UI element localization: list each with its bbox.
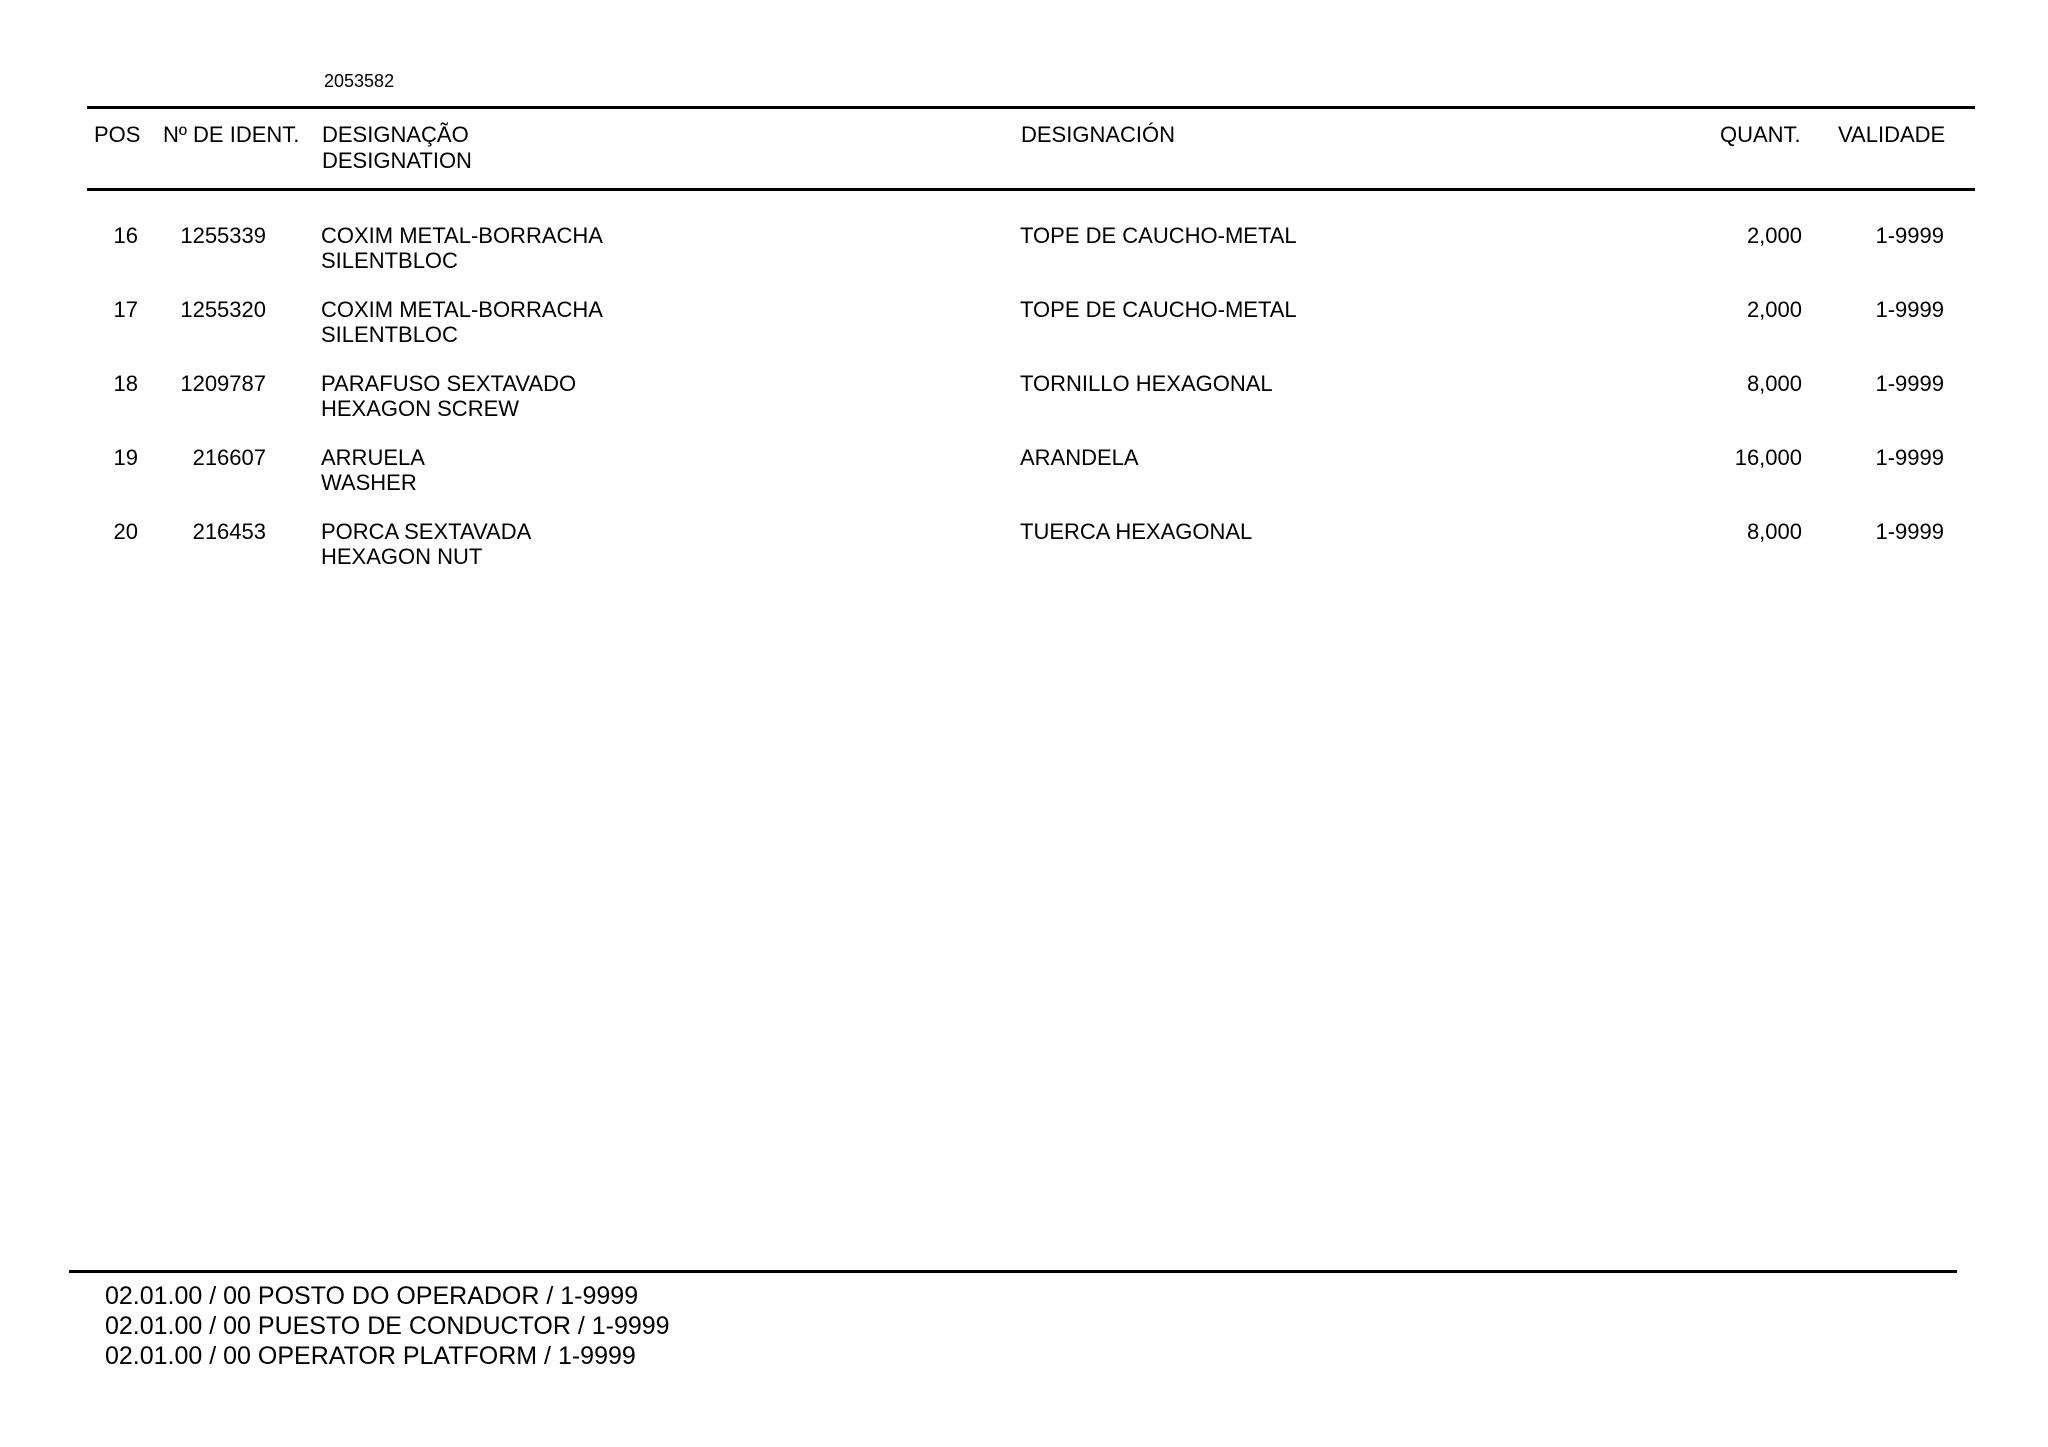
row-quantity: 8,000 <box>1746 371 1802 396</box>
table-row <box>0 371 2048 431</box>
row-quantity: 8,000 <box>1746 519 1802 544</box>
row-designation-en: SILENTBLOC <box>321 248 458 273</box>
row-designation-en: WASHER <box>321 470 417 495</box>
row-designation-es: TORNILLO HEXAGONAL <box>1020 371 1273 396</box>
column-header-pos: POS <box>94 122 141 147</box>
row-designation <box>321 223 603 273</box>
footer-line-es: 02.01.00 / 00 PUESTO DE CONDUCTOR / 1-9999 <box>105 1312 670 1340</box>
row-ident: 1209787 <box>180 371 266 396</box>
row-designation-es: TOPE DE CAUCHO-METAL <box>1020 223 1297 248</box>
row-designation-pt: ARRUELA <box>321 445 425 470</box>
row-quantity: 2,000 <box>1746 223 1802 248</box>
row-pos: 16 <box>113 223 138 248</box>
row-ident: 1255320 <box>180 297 266 322</box>
column-header-designation-en: DESIGNATION <box>322 148 472 173</box>
column-header-ident: Nº DE IDENT. <box>163 122 300 147</box>
footer-rule <box>69 1270 1957 1273</box>
row-designation-pt: COXIM METAL-BORRACHA <box>321 223 603 248</box>
row-ident: 216453 <box>192 519 266 544</box>
row-designation <box>321 297 603 347</box>
table-row <box>0 223 2048 283</box>
document-number: 2053582 <box>324 71 395 91</box>
column-header-designacao: DESIGNAÇÃO <box>322 122 469 147</box>
row-designation-es: TUERCA HEXAGONAL <box>1020 519 1253 544</box>
row-quantity: 16,000 <box>1734 445 1802 470</box>
row-quantity: 2,000 <box>1746 297 1802 322</box>
row-designation-en: HEXAGON NUT <box>321 544 483 569</box>
table-row <box>0 445 2048 505</box>
row-pos: 17 <box>113 297 138 322</box>
header-top-rule <box>87 106 1975 109</box>
table-row <box>0 519 2048 579</box>
column-header-designacion: DESIGNACIÓN <box>1021 122 1176 147</box>
footer-line-en: 02.01.00 / 00 OPERATOR PLATFORM / 1-9999 <box>105 1342 636 1370</box>
row-validity: 1-9999 <box>1875 297 1944 322</box>
column-header-designation <box>322 122 472 174</box>
row-designation <box>321 371 576 421</box>
row-validity: 1-9999 <box>1875 371 1944 396</box>
column-header-quant: QUANT. <box>1720 122 1801 147</box>
row-pos: 20 <box>113 519 138 544</box>
row-designation-pt: PARAFUSO SEXTAVADO <box>321 371 577 396</box>
header-bottom-rule <box>87 188 1975 191</box>
row-designation-en: SILENTBLOC <box>321 322 458 347</box>
row-ident: 216607 <box>192 445 266 470</box>
row-validity: 1-9999 <box>1875 519 1944 544</box>
footer-line-pt: 02.01.00 / 00 POSTO DO OPERADOR / 1-9999 <box>105 1282 639 1310</box>
row-designation <box>321 445 425 495</box>
row-designation <box>321 519 531 569</box>
row-pos: 18 <box>113 371 138 396</box>
row-ident: 1255339 <box>180 223 266 248</box>
table-row <box>0 297 2048 357</box>
row-validity: 1-9999 <box>1875 445 1944 470</box>
row-validity: 1-9999 <box>1875 223 1944 248</box>
column-header-validade: VALIDADE <box>1838 122 1946 147</box>
row-pos: 19 <box>113 445 138 470</box>
row-designation-es: ARANDELA <box>1020 445 1139 470</box>
row-designation-en: HEXAGON SCREW <box>321 396 520 421</box>
row-designation-pt: PORCA SEXTAVADA <box>321 519 532 544</box>
row-designation-pt: COXIM METAL-BORRACHA <box>321 297 603 322</box>
row-designation-es: TOPE DE CAUCHO-METAL <box>1020 297 1297 322</box>
